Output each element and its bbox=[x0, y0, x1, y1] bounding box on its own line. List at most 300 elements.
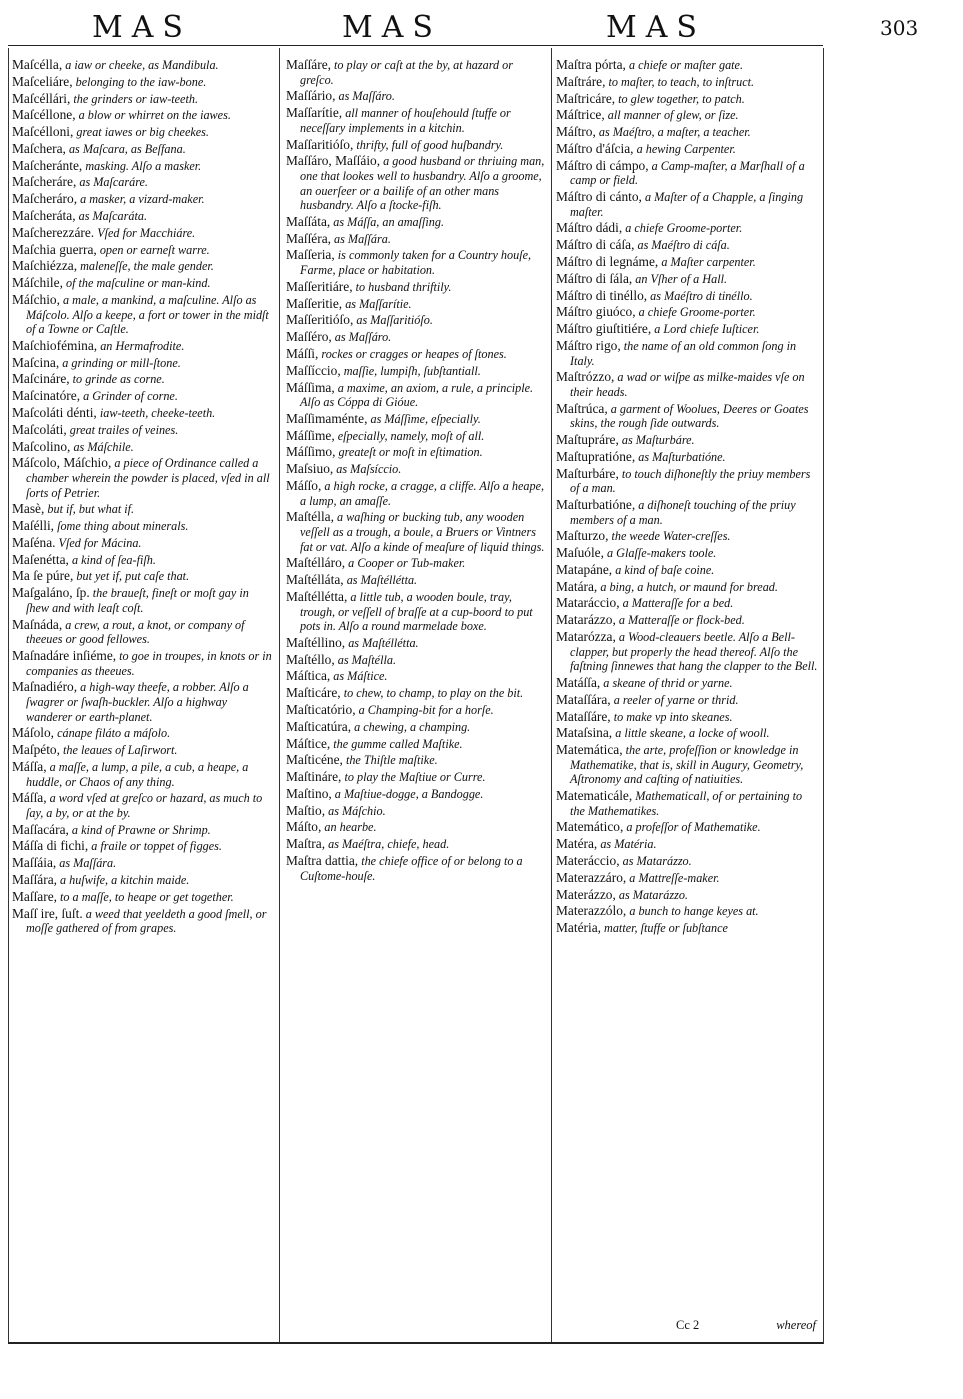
entry-definition: great trailes of veines. bbox=[66, 422, 179, 437]
entry-headword: Matarázzo, bbox=[556, 612, 616, 628]
entry-headword: Maſcélloni, bbox=[12, 124, 74, 140]
dictionary-entry bbox=[556, 676, 820, 691]
entry-definition: a Lord chiefe Iuſticer. bbox=[651, 322, 760, 337]
entry-headword: Materáccio, bbox=[556, 853, 620, 869]
entry-headword: Materazzáro, bbox=[556, 869, 627, 885]
entry-headword: Maſſeritióſo, bbox=[286, 312, 354, 328]
entry-definition: to glew together, to patch. bbox=[615, 91, 745, 106]
entry-definition: as Máſchio. bbox=[325, 803, 386, 818]
entry-definition: greateſt or moſt in eſtimation. bbox=[335, 445, 483, 460]
column-rule-1 bbox=[279, 48, 280, 1344]
dictionary-entry bbox=[12, 823, 274, 838]
entry-definition: a maſſe, a lump, a pile, a cub, a heape, a huddle, or Chaos of any thing. bbox=[26, 759, 249, 789]
header-rule bbox=[8, 45, 823, 46]
entry-headword: Maſtricáre, bbox=[556, 90, 616, 106]
dictionary-entry bbox=[12, 618, 274, 647]
entry-headword: Máſſo, bbox=[286, 478, 322, 493]
dictionary-entry bbox=[286, 653, 548, 668]
entry-headword: Maſſíccio, bbox=[286, 362, 341, 378]
entry-definition: the Thiſtle maſtike. bbox=[342, 753, 438, 768]
dictionary-entry bbox=[556, 190, 820, 219]
dictionary-entry bbox=[12, 175, 274, 190]
dictionary-entry bbox=[556, 888, 820, 903]
dictionary-entry bbox=[12, 243, 274, 258]
entry-headword: Máſſa, bbox=[12, 758, 47, 774]
dictionary-entry bbox=[556, 125, 820, 140]
entry-headword: Maſpéto, bbox=[12, 742, 60, 758]
entry-definition: a Maſter of a Chapple, a ſinging maſter. bbox=[570, 190, 804, 219]
dictionary-entry bbox=[286, 787, 548, 802]
entry-headword: Maſſeritiáre, bbox=[286, 278, 353, 294]
entry-headword: Maſnadiéro, bbox=[12, 679, 78, 695]
entry-definition: an Hermafrodite. bbox=[97, 338, 185, 353]
dictionary-entry bbox=[12, 856, 274, 871]
entry-definition: a wad or wiſpe as milke-maides vſe on their heads. bbox=[570, 370, 805, 399]
entry-definition: belonging to the iaw-bone. bbox=[72, 74, 207, 89]
entry-headword: Maſcherezzáre. bbox=[12, 224, 95, 240]
entry-definition: matter, ſtuffe or ſubſtance bbox=[600, 921, 728, 936]
entry-headword: Maſſeritie, bbox=[286, 295, 343, 311]
entry-definition: an hearbe. bbox=[321, 820, 377, 835]
entry-definition: as Máſſa, an amaſſing. bbox=[330, 214, 445, 229]
entry-definition: a good husband or thriuing man, one that lookes well to husbandry. Alſo a groome, an ouerſeer or a bailife of an other mans husbandry. Alſo a ſtocke-fiſh. bbox=[300, 154, 545, 213]
entry-definition: a word vſed at greſco or hazard, as much to ſay, a by, or at the by. bbox=[26, 791, 263, 820]
entry-headword: Maſtrózzo, bbox=[556, 369, 615, 385]
dictionary-entry bbox=[556, 789, 820, 818]
dictionary-entry bbox=[12, 791, 274, 820]
dictionary-entry bbox=[286, 445, 548, 460]
entry-definition: maleneſſe, the male gender. bbox=[77, 259, 214, 274]
dictionary-entry bbox=[12, 890, 274, 905]
entry-headword: Materázzo, bbox=[556, 886, 616, 902]
entry-headword: Maſchera, bbox=[12, 140, 66, 156]
entry-definition: the braueſt, fineſt or moſt gay in ſhew and with leaſt coſt. bbox=[26, 586, 249, 615]
entry-headword: Maſtupráre, bbox=[556, 432, 619, 448]
entry-headword: Maſſ ire, ſuſt. bbox=[12, 905, 83, 921]
entry-definition: a blow or whirret on the iawes. bbox=[75, 108, 231, 123]
dictionary-entry bbox=[556, 693, 820, 708]
entry-headword: Maſtra, bbox=[286, 836, 326, 852]
entry-headword: Materazzólo, bbox=[556, 903, 627, 919]
entry-definition: a Camp-maſter, a Marſhall of a camp or field. bbox=[570, 158, 805, 188]
entry-definition: to grinde as corne. bbox=[69, 372, 165, 387]
dictionary-entry bbox=[12, 226, 274, 241]
entry-headword: Maſcoláti, bbox=[12, 421, 67, 437]
entry-headword: Maſtélla, bbox=[286, 509, 334, 525]
entry-definition: a Maſter carpenter. bbox=[658, 255, 756, 269]
entry-definition: to make vp into skeanes. bbox=[610, 709, 733, 724]
entry-definition: a grinding or mill-ſtone. bbox=[59, 355, 181, 370]
entry-headword: Maſtéllino, bbox=[286, 634, 346, 650]
entry-headword: Maſſéro, bbox=[286, 329, 332, 345]
entry-headword: Maſtupratióne, bbox=[556, 448, 636, 464]
dictionary-entry bbox=[286, 837, 548, 852]
column-rule-left bbox=[8, 48, 9, 1344]
dictionary-entry bbox=[12, 276, 274, 291]
dictionary-entry bbox=[556, 108, 820, 123]
dictionary-entry bbox=[286, 138, 548, 153]
entry-headword: Maſſáre, bbox=[286, 58, 331, 72]
catchword: whereof bbox=[776, 1318, 816, 1332]
entry-headword: Mataſſára, bbox=[556, 691, 611, 707]
entry-definition: a piece of Ordinance called a chamber wherein the powder is placed, vſed in all ſorts of Petrier. bbox=[26, 456, 270, 500]
dictionary-entry bbox=[556, 255, 820, 270]
entry-definition: masking. Alſo a masker. bbox=[82, 158, 202, 173]
dictionary-entry bbox=[286, 313, 548, 328]
dictionary-entry bbox=[12, 372, 274, 387]
entry-definition: the gumme called Maſtike. bbox=[330, 736, 463, 751]
entry-definition: a reeler of yarne or thrid. bbox=[610, 692, 739, 707]
entry-definition: cánape filáto a máſolo. bbox=[54, 726, 171, 741]
entry-definition: great iawes or big cheekes. bbox=[73, 125, 209, 140]
entry-definition: as Matéria. bbox=[597, 837, 657, 852]
dictionary-entry bbox=[556, 820, 820, 835]
entry-definition: a Grinder of corne. bbox=[80, 389, 178, 404]
entry-headword: Maſtélláro, bbox=[286, 555, 346, 571]
entry-definition: as Maéſtra, chiefe, head. bbox=[325, 837, 450, 852]
dictionary-entry bbox=[556, 854, 820, 869]
entry-definition: a Matteraſſe for a bed. bbox=[619, 596, 734, 611]
entry-headword: Máſtro di cámpo, bbox=[556, 157, 649, 173]
dictionary-entry bbox=[556, 563, 820, 578]
dictionary-entry bbox=[556, 904, 820, 919]
dictionary-entry bbox=[12, 440, 274, 455]
entry-headword: Maſticatúra, bbox=[286, 718, 352, 734]
dictionary-entry bbox=[556, 630, 820, 674]
entry-headword: Máſtro d'áſcia, bbox=[556, 140, 634, 156]
entry-definition: to play or caſt at the by, at hazard or greſco. bbox=[300, 58, 513, 87]
entry-definition: a kind of ſea-fiſh. bbox=[68, 552, 156, 567]
dictionary-entry bbox=[286, 510, 548, 554]
page-number: 303 bbox=[880, 16, 919, 40]
entry-definition: a Champing-bit for a horſe. bbox=[355, 703, 494, 717]
entry-headword: Maſturbatióne, bbox=[556, 496, 636, 512]
dictionary-entry bbox=[286, 429, 548, 444]
dictionary-column-3 bbox=[556, 58, 820, 1318]
dictionary-entry bbox=[12, 553, 274, 568]
dictionary-entry bbox=[286, 636, 548, 651]
entry-definition: as Máſchile. bbox=[70, 439, 134, 454]
dictionary-entry bbox=[286, 248, 548, 277]
entry-headword: Maſceliáre, bbox=[12, 73, 73, 89]
entry-headword: Maſtrúca, bbox=[556, 400, 608, 416]
entry-definition: is commonly taken for a Country houſe, Farme, place or habitation. bbox=[300, 248, 532, 278]
entry-headword: Maſcéllári, bbox=[12, 90, 71, 106]
dictionary-entry bbox=[286, 412, 548, 427]
entry-definition: a chiefe Groome-porter. bbox=[622, 221, 743, 236]
entry-headword: Maſcolino, bbox=[12, 438, 71, 454]
dictionary-entry bbox=[12, 519, 274, 534]
dictionary-entry bbox=[12, 743, 274, 758]
dictionary-entry bbox=[556, 871, 820, 886]
entry-headword: Máſto, bbox=[286, 819, 322, 835]
entry-definition: as Maſcaráre. bbox=[76, 175, 148, 190]
dictionary-entry bbox=[12, 406, 274, 421]
entry-headword: Ma ſe púre, bbox=[12, 568, 74, 584]
entry-headword: Matáſſa, bbox=[556, 675, 601, 690]
header-guide-word-right: MAS bbox=[606, 10, 706, 45]
dictionary-entry bbox=[556, 322, 820, 337]
dictionary-entry bbox=[12, 108, 274, 123]
entry-definition: open or earneſt warre. bbox=[96, 242, 210, 257]
entry-definition: ſome thing about minerals. bbox=[54, 519, 189, 534]
dictionary-entry bbox=[12, 839, 274, 854]
dictionary-entry bbox=[556, 402, 820, 431]
entry-definition: as Matarázzo. bbox=[615, 887, 688, 902]
entry-definition: a huſwife, a kitchin maide. bbox=[56, 873, 190, 887]
entry-definition: a chiefe Groome-porter. bbox=[635, 305, 756, 320]
dictionary-entry bbox=[12, 907, 274, 936]
dictionary-entry bbox=[286, 590, 548, 634]
entry-headword: Matéria, bbox=[556, 920, 601, 936]
entry-headword: Maſtráre, bbox=[556, 73, 606, 89]
dictionary-entry bbox=[12, 649, 274, 678]
dictionary-entry bbox=[556, 467, 820, 496]
entry-headword: Maſſacára, bbox=[12, 821, 69, 837]
entry-definition: the leaues of Laſirwort. bbox=[59, 743, 178, 758]
dictionary-entry bbox=[286, 479, 548, 508]
dictionary-entry bbox=[556, 75, 820, 90]
entry-headword: Masè, bbox=[12, 501, 45, 517]
entry-definition: as Maſſára. bbox=[330, 231, 391, 246]
entry-headword: Matarózza, bbox=[556, 629, 616, 645]
dictionary-entry bbox=[556, 92, 820, 107]
entry-headword: Maſſaritióſo, bbox=[286, 136, 354, 152]
entry-headword: Maſſára, bbox=[12, 872, 57, 887]
entry-definition: to husband thriftily. bbox=[352, 279, 452, 294]
entry-definition: a chewing, a champing. bbox=[351, 719, 471, 734]
dictionary-entry bbox=[286, 330, 548, 345]
entry-headword: Máſtro di cánto, bbox=[556, 189, 642, 205]
entry-definition: as Maſsíccio. bbox=[333, 462, 402, 477]
entry-definition: a skeane of thrid or yarne. bbox=[600, 676, 733, 690]
entry-definition: as Maſturbatióne. bbox=[635, 449, 726, 464]
dictionary-entry bbox=[286, 381, 548, 410]
entry-definition: a weed that yeeldeth a good ſmell, or moſſe gathered of from grapes. bbox=[26, 906, 267, 936]
dictionary-entry bbox=[556, 272, 820, 287]
entry-headword: Maſuóle, bbox=[556, 545, 604, 561]
entry-definition: as Maſcaráta. bbox=[75, 209, 148, 224]
entry-headword: Maſturbáre, bbox=[556, 465, 619, 481]
entry-definition: a profeſſor of Mathematike. bbox=[623, 820, 761, 835]
entry-headword: Máſtro di tinéllo, bbox=[556, 287, 648, 303]
entry-definition: a Cooper or Tub-maker. bbox=[345, 556, 466, 571]
entry-definition: a Glaſſe-makers toole. bbox=[603, 546, 717, 561]
dictionary-entry bbox=[12, 142, 274, 157]
entry-headword: Maſchiofémina, bbox=[12, 337, 98, 353]
dictionary-entry bbox=[556, 305, 820, 320]
dictionary-entry bbox=[286, 556, 548, 571]
entry-definition: as Máſtice. bbox=[330, 669, 388, 684]
column-rule-2 bbox=[551, 48, 552, 1344]
entry-definition: a garment of Woolues, Deeres or Goates skins, the rough ſide outwards. bbox=[570, 401, 809, 431]
entry-definition: a high rocke, a cragge, a cliffe. Alſo a heape, a lump, an amaſſe. bbox=[300, 479, 545, 508]
entry-definition: as Maéſtro, a maſter, a teacher. bbox=[595, 125, 751, 140]
entry-definition: a kind of Prawne or Shrimp. bbox=[68, 822, 211, 837]
entry-headword: Maſſeria, bbox=[286, 247, 335, 263]
dictionary-entry bbox=[12, 159, 274, 174]
dictionary-entry bbox=[556, 142, 820, 157]
entry-headword: Maſſéra, bbox=[286, 230, 331, 246]
dictionary-entry bbox=[12, 456, 274, 500]
entry-headword: Máſtrice, bbox=[556, 107, 605, 123]
dictionary-entry bbox=[12, 423, 274, 438]
dictionary-entry bbox=[286, 232, 548, 247]
entry-definition: of the maſculine or man-kind. bbox=[62, 276, 211, 291]
dictionary-entry bbox=[286, 669, 548, 684]
entry-definition: as Maſtéllétta. bbox=[343, 573, 418, 588]
entry-headword: Maſcheránte, bbox=[12, 157, 83, 173]
dictionary-entry bbox=[12, 58, 274, 73]
entry-headword: Máſtro, bbox=[556, 124, 596, 140]
dictionary-entry bbox=[556, 238, 820, 253]
entry-definition: but yet if, put caſe that. bbox=[73, 569, 190, 584]
dictionary-entry bbox=[286, 347, 548, 362]
entry-headword: Mataſsina, bbox=[556, 725, 613, 741]
entry-headword: Maſticéne, bbox=[286, 752, 343, 768]
dictionary-entry bbox=[286, 737, 548, 752]
dictionary-entry bbox=[12, 586, 274, 615]
entry-definition: as Maſſára. bbox=[56, 856, 117, 871]
entry-headword: Maſcinatóre, bbox=[12, 388, 81, 404]
entry-headword: Maſtélláta, bbox=[286, 572, 344, 588]
dictionary-entry bbox=[12, 339, 274, 354]
dictionary-entry bbox=[12, 873, 274, 888]
dictionary-column-1 bbox=[12, 58, 274, 1318]
dictionary-entry bbox=[556, 837, 820, 852]
dictionary-entry bbox=[286, 753, 548, 768]
entry-headword: Maſélli, bbox=[12, 518, 55, 534]
entry-headword: Maſſare, bbox=[12, 888, 57, 904]
dictionary-entry bbox=[556, 726, 820, 741]
column-rule-right bbox=[823, 48, 824, 1344]
entry-definition: as Maſſarítie. bbox=[342, 296, 412, 311]
entry-headword: Máſſi, bbox=[286, 345, 319, 361]
entry-headword: Maſſário, bbox=[286, 88, 336, 104]
entry-headword: Maſcheráre, bbox=[12, 174, 77, 190]
entry-headword: Máſtro di cáſa, bbox=[556, 237, 635, 253]
entry-definition: Vſed for Macchiáre. bbox=[94, 225, 196, 240]
entry-definition: a crew, a rout, a knot, or company of theeues or good fellowes. bbox=[26, 617, 245, 647]
dictionary-entry bbox=[12, 259, 274, 274]
entry-definition: a kind of baſe coine. bbox=[612, 562, 715, 577]
entry-definition: all manner of glew, or ſize. bbox=[604, 108, 739, 123]
entry-headword: Maſſáia, bbox=[12, 855, 57, 871]
entry-definition: the arte, profeſſion or knowledge in Mathematike, that is, skill in Augury, Geometry, Aſtronomy and caſting of natiuities. bbox=[570, 743, 804, 787]
entry-headword: Maſtino, bbox=[286, 785, 332, 801]
dictionary-entry bbox=[12, 209, 274, 224]
entry-definition: as Maéſtro di tinéllo. bbox=[647, 288, 753, 303]
entry-headword: Maſtio, bbox=[286, 802, 326, 818]
entry-headword: Maſgaláno, ſp. bbox=[12, 585, 90, 601]
dictionary-entry bbox=[286, 703, 548, 718]
entry-headword: Maſtéllétta, bbox=[286, 588, 348, 604]
entry-headword: Máſtro rigo, bbox=[556, 337, 621, 353]
dictionary-entry bbox=[286, 770, 548, 785]
entry-definition: a Wood-cleauers beetle. Alſo a Bell-clapper, but properly the head thereof. Alſo the faſtning ſinnewes that hang the clapper to the Bell. bbox=[570, 630, 818, 674]
entry-definition: to maſter, to teach, to inſtruct. bbox=[605, 74, 755, 89]
page-footer bbox=[556, 1318, 820, 1338]
entry-definition: a Mattreſſe-maker. bbox=[626, 870, 720, 885]
entry-headword: Maſſimaménte, bbox=[286, 410, 368, 426]
dictionary-entry bbox=[12, 760, 274, 789]
entry-definition: to chew, to champ, to play on the bit. bbox=[340, 686, 524, 701]
entry-definition: Mathematicall, of or pertaining to the Mathematikes. bbox=[570, 789, 803, 818]
entry-headword: Maſnadáre inſiéme, bbox=[12, 648, 117, 663]
entry-definition: a fraile or toppet of figges. bbox=[88, 839, 222, 854]
entry-definition: a little tub, a wooden boule, tray, trough, or veſſell of braſſe at a cup-boord to put pots in. Alſo a round marmelade boxe. bbox=[300, 589, 533, 634]
entry-definition: to goe in troupes, in knots or in companies as theeues. bbox=[26, 649, 272, 678]
dictionary-entry bbox=[286, 280, 548, 295]
dictionary-entry bbox=[286, 820, 548, 835]
entry-definition: as Matarázzo. bbox=[619, 854, 692, 869]
entry-definition: a waſhing or bucking tub, any wooden veſſell as a trough, a boule, a Bruers or Vintners fat or vat. Alſo a kinde of meaſure of liquid things. bbox=[300, 510, 545, 554]
entry-definition: but if, but what if. bbox=[44, 502, 135, 517]
dictionary-entry bbox=[12, 293, 274, 337]
entry-headword: Matemática, bbox=[556, 742, 623, 758]
entry-definition: a diſhoneſt touching of the priuy members of a man. bbox=[570, 497, 796, 527]
entry-headword: Máſcolo, Máſchio, bbox=[12, 455, 112, 471]
entry-headword: Máſtro di legnáme, bbox=[556, 254, 659, 269]
entry-headword: Maſnáda, bbox=[12, 616, 63, 632]
entry-definition: as Maſtélla. bbox=[334, 652, 396, 667]
entry-headword: Mataráccio, bbox=[556, 595, 620, 611]
signature-mark: Cc 2 bbox=[676, 1318, 700, 1332]
dictionary-entry bbox=[556, 921, 820, 936]
entry-definition: as Maſtéllétta. bbox=[345, 635, 419, 650]
entry-headword: Máſtro dádi, bbox=[556, 220, 623, 236]
entry-headword: Máſtice, bbox=[286, 735, 331, 751]
footer-rule bbox=[8, 1342, 823, 1344]
entry-headword: Matéra, bbox=[556, 836, 598, 852]
entry-headword: Máſtica, bbox=[286, 668, 331, 684]
dictionary-entry bbox=[556, 596, 820, 611]
entry-definition: as Maſturbáre. bbox=[618, 433, 695, 448]
entry-definition: to a maſſe, to heape or get together. bbox=[56, 889, 234, 904]
entry-definition: eſpecially, namely, moſt of all. bbox=[334, 428, 485, 443]
entry-headword: Máſchio, bbox=[12, 291, 60, 307]
dictionary-entry bbox=[556, 58, 820, 73]
entry-headword: Máſſa di fichi, bbox=[12, 838, 89, 854]
entry-headword: Mataſſáre, bbox=[556, 708, 611, 724]
entry-headword: Máſſimo, bbox=[286, 444, 336, 460]
dictionary-entry bbox=[286, 89, 548, 104]
entry-headword: Máſtro giuóco, bbox=[556, 304, 636, 320]
entry-definition: the weede Water-creſſes. bbox=[608, 529, 731, 544]
dictionary-entry bbox=[12, 192, 274, 207]
dictionary-entry bbox=[556, 529, 820, 544]
entry-headword: Maſcináre, bbox=[12, 371, 70, 387]
dictionary-entry bbox=[556, 450, 820, 465]
dictionary-entry bbox=[556, 370, 820, 399]
dictionary-entry bbox=[556, 613, 820, 628]
entry-headword: Matára, bbox=[556, 578, 598, 594]
entry-headword: Máſſa, bbox=[12, 790, 47, 806]
dictionary-entry bbox=[286, 215, 548, 230]
dictionary-entry bbox=[12, 569, 274, 584]
entry-definition: all manner of houſehould ſtuffe or neceſſary implements in a kitchin. bbox=[300, 106, 511, 135]
dictionary-entry bbox=[12, 75, 274, 90]
entry-headword: Máſolo, bbox=[12, 725, 55, 741]
dictionary-entry bbox=[12, 92, 274, 107]
entry-headword: Maſcheráro, bbox=[12, 191, 78, 207]
entry-definition: rockes or cragges or heapes of ſtones. bbox=[318, 346, 507, 361]
dictionary-entry bbox=[286, 804, 548, 819]
entry-headword: Maſsiuo, bbox=[286, 461, 334, 477]
header-guide-word-middle: MAS bbox=[342, 10, 442, 45]
dictionary-entry bbox=[12, 356, 274, 371]
dictionary-entry bbox=[12, 680, 274, 724]
